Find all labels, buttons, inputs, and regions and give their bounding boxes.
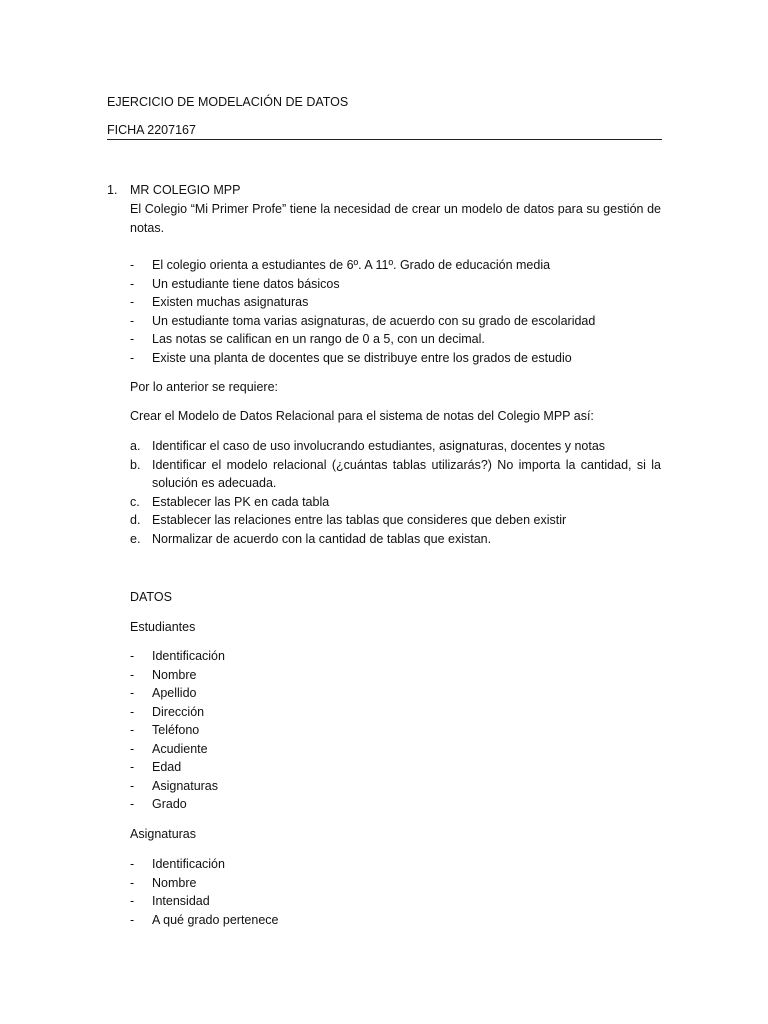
header-divider <box>107 139 662 140</box>
asignaturas-field-list <box>130 855 661 929</box>
task-list <box>130 437 661 548</box>
field-name: Asignaturas <box>152 778 219 793</box>
dash-marker: - <box>130 778 135 793</box>
list-item <box>130 330 661 349</box>
field-name: Edad <box>152 760 182 774</box>
list-item-text: El colegio orienta a estudiantes de 6º. A 11º. Grado de educación media <box>152 258 551 272</box>
list-item <box>130 721 661 740</box>
dash-marker: - <box>130 797 135 811</box>
datos-heading: DATOS <box>130 590 172 604</box>
list-item <box>130 703 661 722</box>
list-item <box>130 855 661 874</box>
dash-marker: - <box>130 894 135 908</box>
field-name: Teléfono <box>152 723 200 737</box>
list-item <box>130 684 661 703</box>
dash-marker: - <box>130 313 135 328</box>
list-item <box>130 777 661 796</box>
task-text: Normalizar de acuerdo con la cantidad de tablas que existan. <box>152 531 492 546</box>
field-name: Identificación <box>152 857 225 871</box>
task-item <box>130 437 661 456</box>
list-item <box>130 349 661 368</box>
dash-marker: - <box>130 295 135 309</box>
estudiantes-field-list <box>130 647 661 814</box>
list-item <box>130 293 661 312</box>
list-item <box>130 666 661 685</box>
section-paragraph: El Colegio “Mi Primer Profe” tiene la necesidad de crear un modelo de datos para su gestión de notas. <box>130 202 661 235</box>
ficha-number: FICHA 2207167 <box>107 123 196 137</box>
list-item-text: Existen muchas asignaturas <box>152 295 309 309</box>
dash-marker: - <box>130 649 135 663</box>
field-name: Identificación <box>152 649 225 663</box>
list-item-text: Las notas se califican en un rango de 0 a 5, con un decimal. <box>152 332 485 346</box>
section-number: 1. <box>107 183 118 197</box>
list-item-text: Un estudiante toma varias asignaturas, de acuerdo con su grado de escolaridad <box>152 313 596 328</box>
dash-marker: - <box>130 704 135 719</box>
list-item <box>130 758 661 777</box>
requirement-intro: Por lo anterior se requiere: <box>130 380 278 394</box>
task-marker: d. <box>130 513 141 527</box>
list-item <box>130 312 661 331</box>
task-text: Establecer las PK en cada tabla <box>152 494 330 509</box>
dash-marker: - <box>130 667 135 682</box>
requirements-bullet-list <box>130 256 661 367</box>
task-item <box>130 530 661 549</box>
field-name: Grado <box>152 797 187 811</box>
dash-marker: - <box>130 258 135 272</box>
field-name: Intensidad <box>152 894 210 908</box>
field-name: Dirección <box>152 704 205 719</box>
list-item <box>130 892 661 911</box>
field-name: Apellido <box>152 686 197 700</box>
list-item-text: Existe una planta de docentes que se distribuye entre los grados de estudio <box>152 350 572 365</box>
task-marker: a. <box>130 439 141 453</box>
task-marker: b. <box>130 457 141 472</box>
dash-marker: - <box>130 912 135 927</box>
list-item <box>130 911 661 930</box>
task-text: Identificar el caso de uso involucrando estudiantes, asignaturas, docentes y notas <box>152 439 606 453</box>
field-name: A qué grado pertenece <box>152 912 279 927</box>
estudiantes-heading: Estudiantes <box>130 620 196 634</box>
dash-marker: - <box>130 332 135 346</box>
list-item-text: Un estudiante tiene datos básicos <box>152 276 340 291</box>
dash-marker: - <box>130 723 135 737</box>
dash-marker: - <box>130 857 135 871</box>
field-name: Acudiente <box>152 741 208 756</box>
list-item <box>130 275 661 294</box>
list-item <box>130 256 661 275</box>
list-item <box>130 647 661 666</box>
list-item <box>130 740 661 759</box>
dash-marker: - <box>130 350 135 365</box>
dash-marker: - <box>130 760 135 774</box>
field-name: Nombre <box>152 875 197 890</box>
task-item <box>130 456 661 493</box>
list-item <box>130 795 661 814</box>
asignaturas-heading: Asignaturas <box>130 827 197 841</box>
field-name: Nombre <box>152 667 197 682</box>
task-item <box>130 511 661 530</box>
task-marker: c. <box>130 494 140 509</box>
dash-marker: - <box>130 276 135 291</box>
task-text: Identificar el modelo relacional (¿cuántas tablas utilizarás?) No importa la cantidad, si la solución es adecuada. <box>152 457 661 490</box>
document-title: EJERCICIO DE MODELACIÓN DE DATOS <box>107 95 349 109</box>
task-marker: e. <box>130 531 141 546</box>
task-text: Establecer las relaciones entre las tablas que consideres que deben existir <box>152 513 567 527</box>
create-statement: Crear el Modelo de Datos Relacional para el sistema de notas del Colegio MPP así: <box>130 409 594 423</box>
dash-marker: - <box>130 686 135 700</box>
section-heading: MR COLEGIO MPP <box>130 183 241 197</box>
dash-marker: - <box>130 741 135 756</box>
list-item <box>130 874 661 893</box>
dash-marker: - <box>130 875 135 890</box>
task-item <box>130 493 661 512</box>
